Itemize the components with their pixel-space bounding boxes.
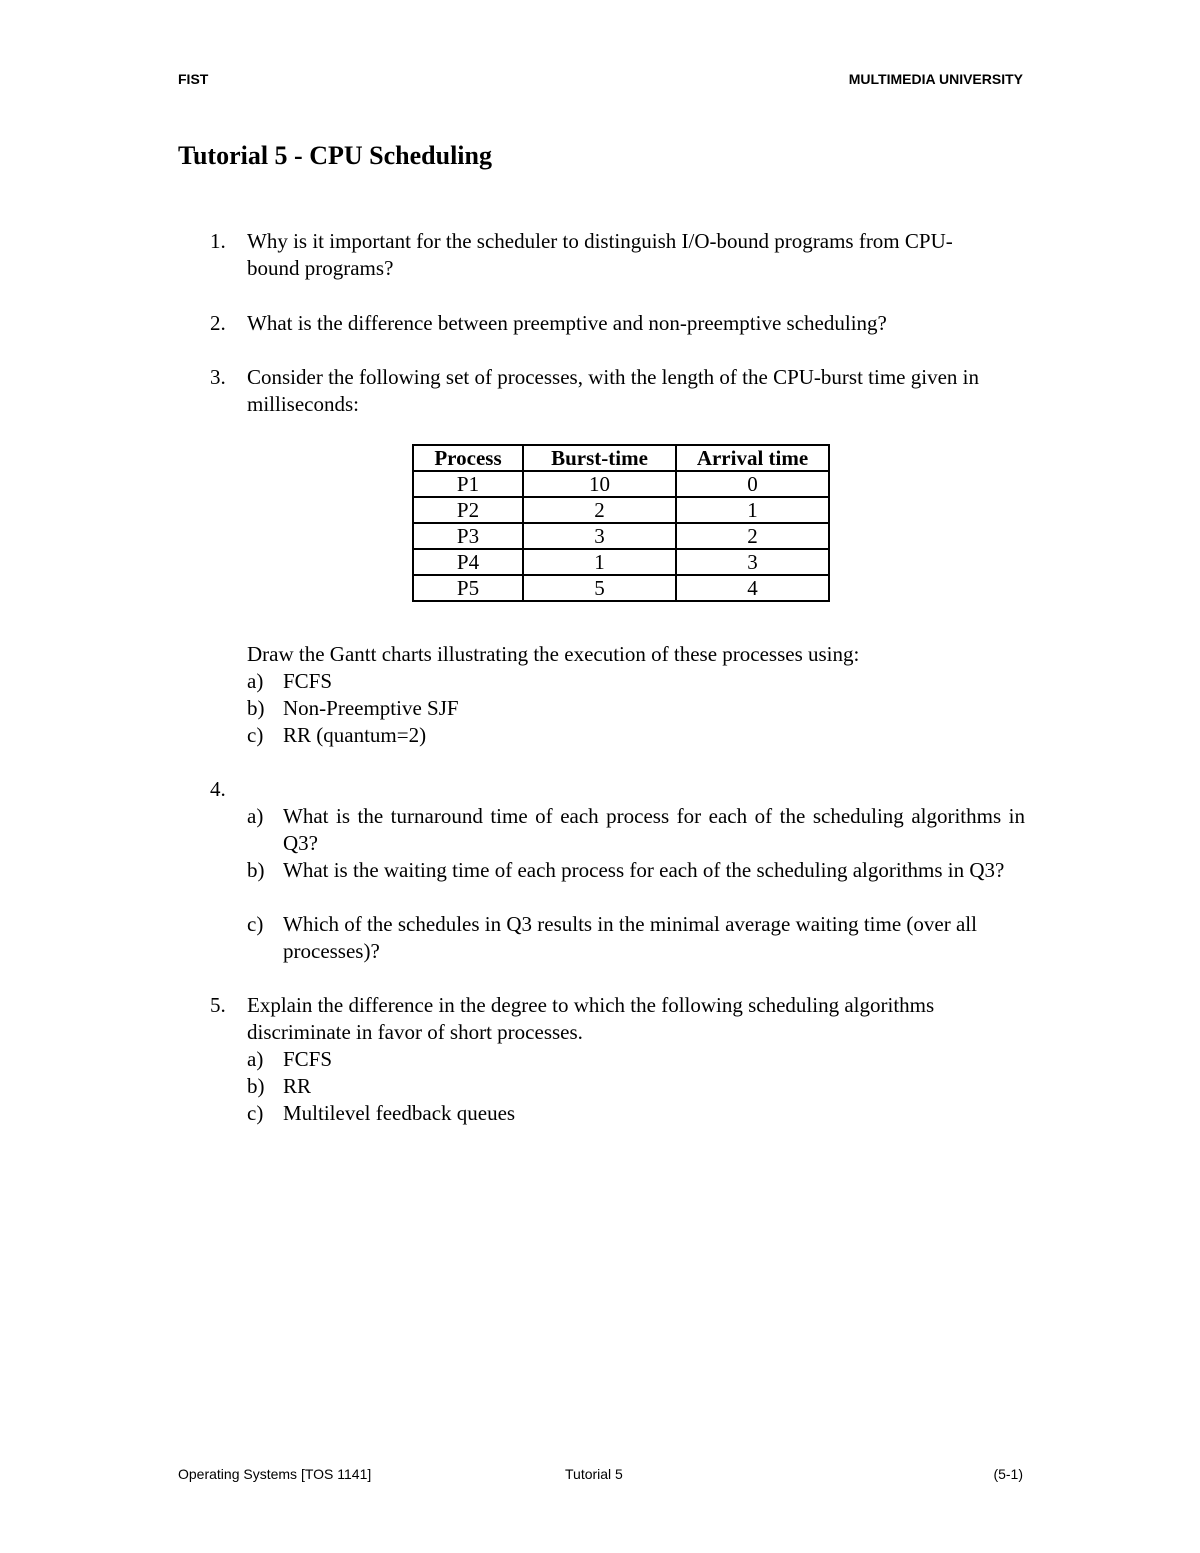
- list-item: [247, 803, 1025, 857]
- table-cell: P2: [413, 497, 523, 523]
- question-number: 1.: [210, 229, 226, 253]
- table-header-row: [413, 445, 829, 471]
- list-item: [247, 911, 1025, 965]
- list-item: [247, 1073, 1025, 1100]
- page-title: Tutorial 5 - CPU Scheduling: [178, 141, 492, 170]
- list-item: [247, 722, 1025, 749]
- question-text: Why is it important for the scheduler to distinguish I/O-bound programs from CPU-bound programs?: [247, 229, 953, 280]
- table-row: [413, 471, 829, 497]
- table-cell: 2: [676, 523, 829, 549]
- question-number: 3.: [210, 365, 226, 389]
- table-cell: P1: [413, 471, 523, 497]
- column-header: Burst-time: [523, 445, 676, 471]
- item-label: c): [247, 723, 264, 747]
- item-text: FCFS: [283, 1047, 333, 1071]
- process-table: [412, 444, 830, 602]
- column-header: Process: [413, 445, 523, 471]
- table-cell: 5: [523, 575, 676, 601]
- header-right: MULTIMEDIA UNIVERSITY: [848, 71, 1023, 87]
- question-number: 4.: [210, 777, 226, 801]
- question-2: [210, 310, 1025, 337]
- q3-instruction: Draw the Gantt charts illustrating the execution of these processes using:: [247, 642, 860, 666]
- question-number: 5.: [210, 993, 226, 1017]
- table-cell: P4: [413, 549, 523, 575]
- table-row: [413, 575, 829, 601]
- item-text: Multilevel feedback queues: [283, 1101, 516, 1125]
- table-cell: P3: [413, 523, 523, 549]
- list-item: [247, 1046, 1025, 1073]
- item-label: c): [247, 912, 264, 936]
- item-label: a): [247, 804, 264, 828]
- item-text: What is the turnaround time of each process for each of the scheduling algorithms in Q3?: [283, 804, 1025, 855]
- table-cell: 10: [523, 471, 676, 497]
- table-row: [413, 549, 829, 575]
- item-label: a): [247, 669, 264, 693]
- question-1: [210, 228, 1025, 282]
- item-text: FCFS: [283, 669, 333, 693]
- column-header: Arrival time: [676, 445, 829, 471]
- footer-tutorial: Tutorial 5: [565, 1466, 623, 1482]
- item-label: c): [247, 1101, 264, 1125]
- table-cell: 1: [676, 497, 829, 523]
- list-item: [247, 695, 1025, 722]
- item-text: Which of the schedules in Q3 results in the minimal average waiting time (over all processes)?: [283, 912, 977, 963]
- table-cell: 3: [676, 549, 829, 575]
- table-cell: 3: [523, 523, 676, 549]
- item-label: b): [247, 1074, 265, 1098]
- footer-course: Operating Systems [TOS 1141]: [178, 1466, 372, 1482]
- table-cell: 4: [676, 575, 829, 601]
- list-item: [247, 1100, 1025, 1127]
- item-label: a): [247, 1047, 264, 1071]
- table-cell: 2: [523, 497, 676, 523]
- question-number: 2.: [210, 311, 226, 335]
- question-3: [210, 364, 1025, 418]
- item-text: What is the waiting time of each process for each of the scheduling algorithms in Q3?: [283, 858, 1005, 882]
- table-cell: P5: [413, 575, 523, 601]
- question-text: Explain the difference in the degree to which the following scheduling algorithms discriminate in favor of short processes.: [247, 993, 935, 1044]
- question-text: What is the difference between preemptive and non-preemptive scheduling?: [247, 311, 887, 335]
- item-text: RR: [283, 1074, 312, 1098]
- table-row: [413, 523, 829, 549]
- question-5: [210, 992, 1025, 1046]
- item-label: b): [247, 696, 265, 720]
- table-cell: 0: [676, 471, 829, 497]
- item-text: RR (quantum=2): [283, 723, 427, 747]
- table-cell: 1: [523, 549, 676, 575]
- table-row: [413, 497, 829, 523]
- item-text: Non-Preemptive SJF: [283, 696, 459, 720]
- list-item: [247, 668, 1025, 695]
- list-item: [247, 857, 1025, 884]
- question-text: Consider the following set of processes, with the length of the CPU-burst time given in milliseconds:: [247, 365, 979, 416]
- header-left: FIST: [178, 71, 209, 87]
- item-label: b): [247, 858, 265, 882]
- footer-page-number: (5-1): [993, 1466, 1023, 1482]
